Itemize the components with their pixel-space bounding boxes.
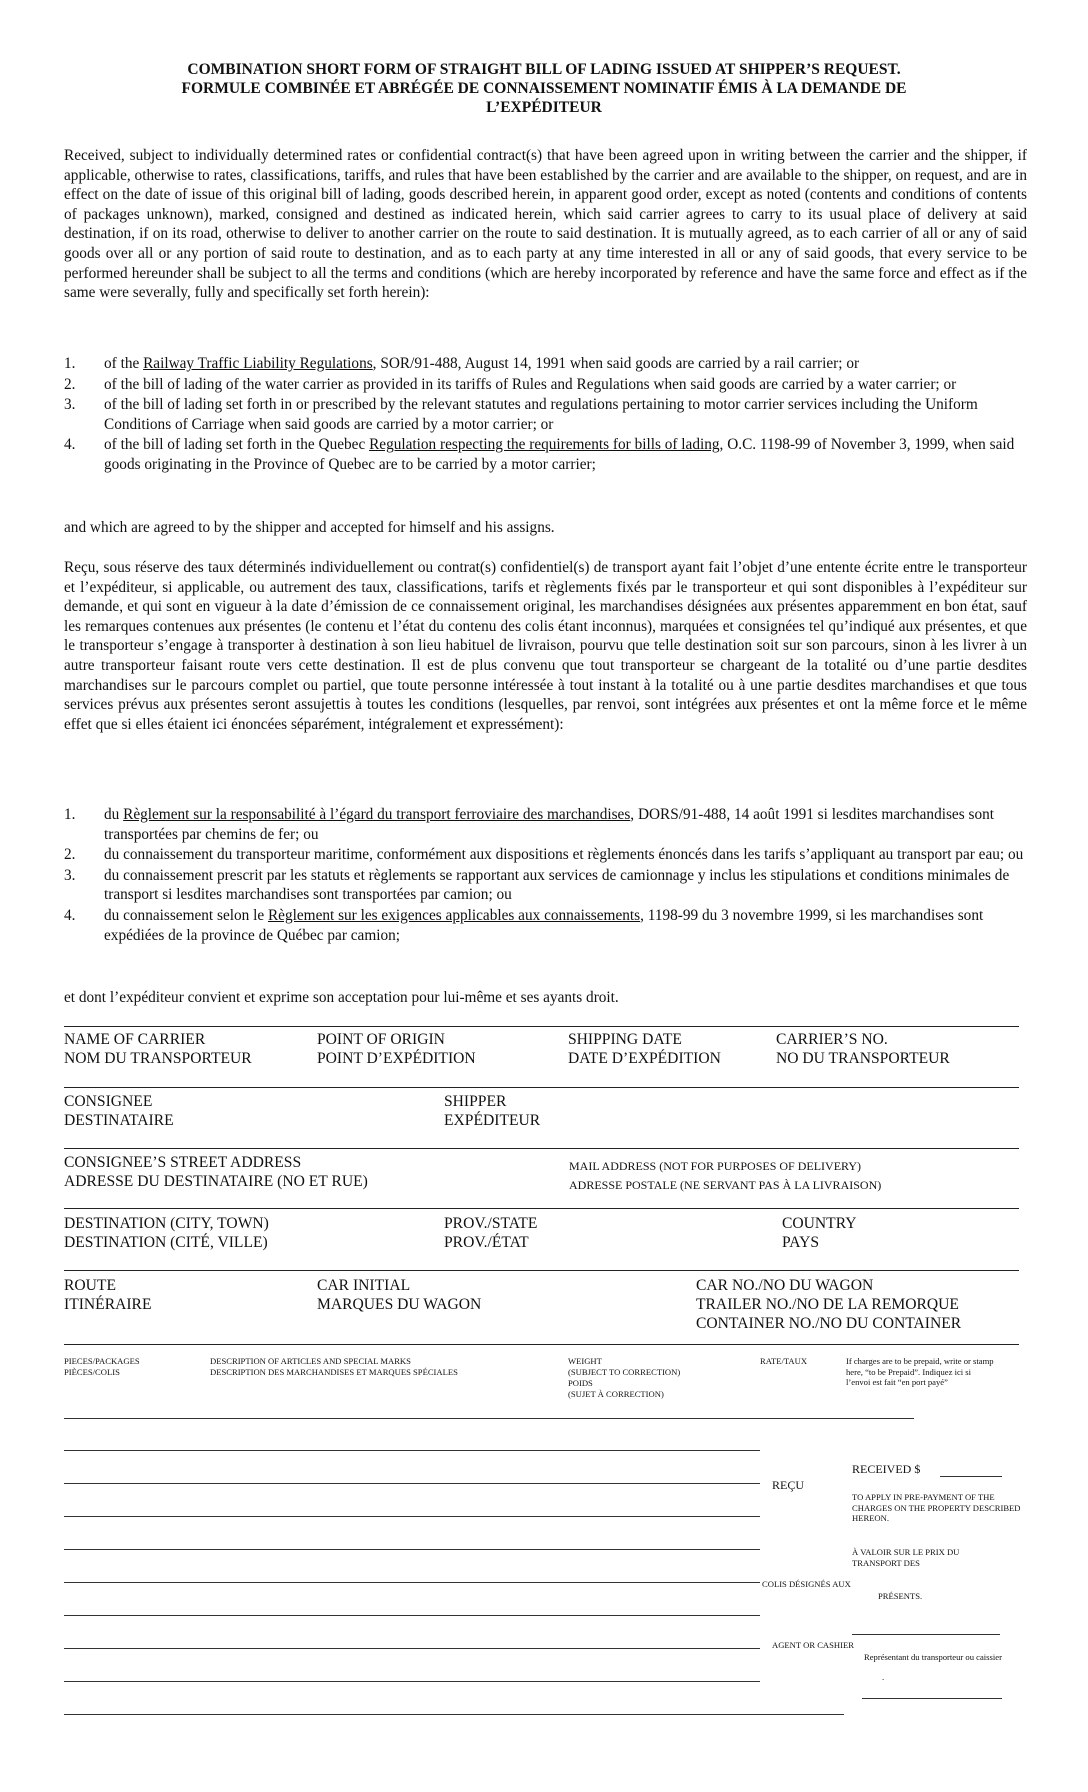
- french-condition-2: 2. du connaissement du transporteur maritime, conformément aux dispositions et règlements énoncés dans les tarifs s’appliquant au transport par eau; ou: [64, 846, 1024, 864]
- quebec-regulation-text: Regulation respecting the requirements for bills of lading: [369, 436, 720, 454]
- articles-line-3[interactable]: [64, 1483, 760, 1484]
- consignee-street-address-label: CONSIGNEE’S STREET ADDRESS ADRESSE DU DESTINATAIRE (NO ET RUE): [64, 1154, 368, 1190]
- shipping-date-label: SHIPPING DATE DATE D’EXPÉDITION: [568, 1031, 721, 1067]
- form-top-rule: [64, 1026, 1019, 1027]
- articles-line-9[interactable]: [64, 1681, 760, 1682]
- agent-cashier-label: AGENT OR CASHIER: [772, 1640, 854, 1650]
- name-of-carrier-label: NAME OF CARRIER NOM DU TRANSPORTEUR: [64, 1031, 252, 1067]
- articles-line-4[interactable]: [64, 1516, 760, 1517]
- title-line-1: COMBINATION SHORT FORM OF STRAIGHT BILL OF LADING ISSUED AT SHIPPER’S REQUEST.: [187, 61, 901, 78]
- received-amount-field[interactable]: [940, 1476, 1002, 1477]
- weight-label: WEIGHT (SUBJECT TO CORRECTION) POIDS (SUJET À CORRECTION): [568, 1356, 681, 1399]
- english-intro-paragraph: Received, subject to individually determined rates or confidential contract(s) that have been agreed upon in writing between the carrier and the shipper, if applicable, otherwise to rates, classifications, tariffs, and rules that have been established by the carrier and are available to the shipper, on request, and are in effect on the date of issue of this original bill of lading, goods described herein, in apparent good order, except as noted (contents and conditions of contents of packages unknown), marked, consigned and destined as indicated herein, which said carrier agrees to carry to its usual place of delivery at said destination, if on its road, otherwise to deliver to another carrier on the route to said destination. It is mutually agreed, as to each carrier of all or any of said goods over all or any portion of said route to destination, and as to each party at any time interested in all or any of said goods, that every service to be performed hereunder shall be subject to all the terms and conditions (which are hereby incorporated by reference and have the same force and effect as if the same were severally, fully and specifically set forth herein):: [64, 147, 1027, 302]
- valoir-text: À VALOIR SUR LE PRIX DU TRANSPORT DES: [852, 1547, 960, 1568]
- mail-address-label: MAIL ADDRESS (NOT FOR PURPOSES OF DELIVERY) ADRESSE POSTALE (NE SERVANT PAS À LA LIVRAISON): [569, 1159, 882, 1192]
- route-label: ROUTE ITINÉRAIRE: [64, 1277, 152, 1313]
- form-rule-6: [64, 1344, 1019, 1345]
- destination-label: DESTINATION (CITY, TOWN) DESTINATION (CITÉ, VILLE): [64, 1215, 269, 1251]
- articles-line-2[interactable]: [64, 1450, 760, 1451]
- description-label: DESCRIPTION OF ARTICLES AND SPECIAL MARKS DESCRIPTION DES MARCHANDISES ET MARQUES SPÉCIALES: [210, 1356, 458, 1377]
- prepaid-note: If charges are to be prepaid, write or stamp here, “to be Prepaid”. Indiquez ici si l’envoi est fait “en port payé”: [846, 1356, 994, 1387]
- articles-line-5[interactable]: [64, 1549, 760, 1550]
- recu-label: REÇU: [772, 1478, 805, 1492]
- shipper-label: SHIPPER EXPÉDITEUR: [444, 1093, 541, 1129]
- english-condition-2: 2. of the bill of lading of the water carrier as provided in its tariffs of Rules and Regulations when said goods are carried by a water carrier; or: [64, 375, 957, 393]
- french-intro-paragraph: Reçu, sous réserve des taux déterminés individuellement ou contrat(s) confidentiel(s) de transport ayant fait l’objet d’une entente écrite entre le transporteur et l’expéditeur, si applicable, ou autrement des taux, classifications, tarifs et règlements fixés par le transporteur et qui sont disponibles à l’expéditeur sur demande, et qui sont en vigueur à la date d’émission de ce connaissement original, les marchandises désignées aux présentes apparemment en bon état, sauf les remarques contenues aux présentes (le contenu et l’état du contenu des colis étant inconnus), marquées et consignées tel qu’indiqué aux présentes, et que le transporteur s’engage à transporter à destination à son lieu habituel de livraison, pourvu que telle destination soit sur son parcours, sinon à les livrer à un autre transporteur faisant route vers cette destination. Il est de plus convenu que tout transporteur se chargeant de la totalité ou d’une partie desdites marchandises sur le parcours complet ou partiel, que toute personne intéressée à tout instant à la totalité ou à une partie desdites marchandises et que tous services prévus aux présentes seront assujettis à toutes les conditions (lesquelles, par renvoi, sont intégrées aux présentes et ont la même force et le même effet que si elles étaient ici énoncées séparément, intégralement et expressément):: [64, 559, 1027, 733]
- representative-signature-line[interactable]: [862, 1698, 1002, 1699]
- french-conditions-list: [64, 805, 1027, 946]
- french-condition-4: 4. du connaissement selon le Règlement sur les exigences applicables aux connaissements, 1198-99 du 3 novembre 1999, si les marchandises sont expédiées de la province de Québec par camion;: [64, 906, 984, 944]
- dot-mark: .: [882, 1672, 885, 1682]
- agent-signature-line[interactable]: [852, 1634, 1000, 1635]
- received-label: RECEIVED $: [852, 1462, 921, 1476]
- prov-state-label: PROV./STATE PROV./ÉTAT: [444, 1215, 538, 1251]
- english-condition-1: 1. of the Railway Traffic Liability Regulations, SOR/91-488, August 14, 1991 when said goods are carried by a rail carrier; or: [64, 355, 860, 372]
- english-condition-4: 4. of the bill of lading set forth in the Quebec Regulation respecting the requirements for bills of lading, O.C. 1198-99 of November 3, 1999, when said goods originating in the Province of Quebec are to be carried by a motor carrier;: [64, 436, 1015, 473]
- colis-designes-text: COLIS DÉSIGNÉS AUX: [762, 1579, 851, 1589]
- rate-label: RATE/TAUX: [760, 1356, 808, 1366]
- articles-line-10[interactable]: [64, 1714, 844, 1715]
- form-title: [0, 60, 1088, 117]
- form-rule-2: [64, 1087, 1019, 1088]
- english-closing: and which are agreed to by the shipper and accepted for himself and his assigns.: [64, 519, 555, 536]
- articles-line-1[interactable]: [64, 1418, 914, 1419]
- consignee-label: CONSIGNEE DESTINATAIRE: [64, 1093, 174, 1129]
- french-condition-1: 1. du Règlement sur la responsabilité à l’égard du transport ferroviaire des marchandises, DORS/91-488, 14 août 1991 si lesdites marchandises sont transportées par chemins de fer; ou: [64, 806, 994, 843]
- english-conditions-list: [64, 354, 1027, 476]
- representative-label: Représentant du transporteur ou caissier: [864, 1652, 1002, 1662]
- presents-text: PRÉSENTS.: [878, 1591, 923, 1601]
- french-condition-3: 3. du connaissement prescrit par les statuts et règlements se rapportant aux services de camionnage y inclus les stipulations et conditions minimales de transport si lesdites marchandises sont transportées par camion; ou: [64, 866, 1010, 904]
- articles-line-7[interactable]: [64, 1615, 760, 1616]
- point-of-origin-label: POINT OF ORIGIN POINT D’EXPÉDITION: [317, 1031, 476, 1067]
- form-rule-3: [64, 1148, 1019, 1149]
- railway-regulations-link-text: Railway Traffic Liability Regulations: [143, 355, 373, 372]
- articles-line-6[interactable]: [64, 1582, 760, 1583]
- form-rule-4: [64, 1208, 1019, 1209]
- articles-line-8[interactable]: [64, 1648, 760, 1649]
- english-condition-3: 3. of the bill of lading set forth in or prescribed by the relevant statutes and regulations pertaining to motor carrier services including the Uniform Conditions of Carriage when said goods are carried by a motor carrier; or: [64, 396, 978, 433]
- country-label: COUNTRY PAYS: [782, 1215, 857, 1251]
- carriers-no-label: CARRIER’S NO. NO DU TRANSPORTEUR: [776, 1031, 950, 1067]
- title-line-3: L’EXPÉDITEUR: [486, 99, 602, 116]
- title-line-2: FORMULE COMBINÉE ET ABRÉGÉE DE CONNAISSEMENT NOMINATIF ÉMIS À LA DEMANDE DE: [181, 80, 907, 97]
- french-closing: et dont l’expéditeur convient et exprime son acceptation pour lui-même et ses ayants droit.: [64, 989, 619, 1006]
- car-trailer-container-label: CAR NO./NO DU WAGON TRAILER NO./NO DE LA REMORQUE CONTAINER NO./NO DU CONTAINER: [696, 1277, 962, 1332]
- car-initial-label: CAR INITIAL MARQUES DU WAGON: [317, 1277, 482, 1313]
- pieces-packages-label: PIECES/PACKAGES PIÈCES/COLIS: [64, 1356, 140, 1377]
- form-rule-5: [64, 1270, 1019, 1271]
- apply-prepayment-text: TO APPLY IN PRE-PAYMENT OF THE CHARGES ON THE PROPERTY DESCRIBED HEREON.: [852, 1492, 1021, 1523]
